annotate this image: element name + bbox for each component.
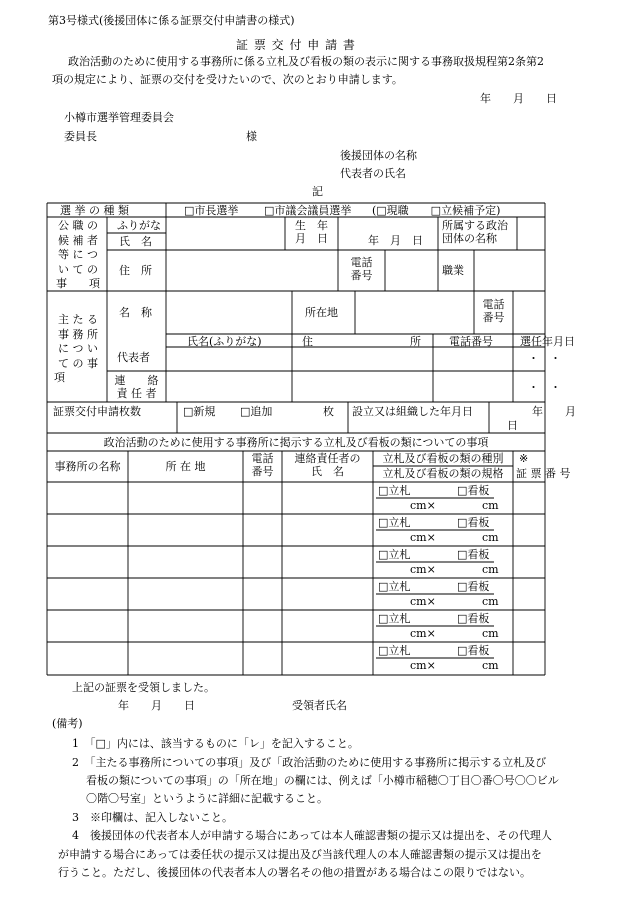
col-phone-number: 電話番号	[449, 335, 493, 348]
signs-section-title: 政治活動のために使用する事務所に掲示する立札及び看板の類についての事項	[103, 436, 489, 449]
size-width-unit: cm×	[410, 659, 436, 672]
intro-line-1: 政治活動のために使用する事務所に係る立札及び看板の類の表示に関する事務取扱規程第2条第2	[68, 55, 544, 68]
birth-label: 生 年 月 日	[295, 219, 328, 246]
board-checkbox[interactable]: □看板	[457, 644, 490, 657]
board-checkbox[interactable]: □看板	[457, 612, 490, 625]
election-type-label: 選 挙 の 種 類	[60, 204, 129, 217]
size-width-unit: cm×	[410, 627, 436, 640]
candidate-address-label: 住 所	[119, 264, 152, 277]
addressee-chair: 委員長	[64, 130, 97, 143]
note-4-line-1: 4 後援団体の代表者本人が申請する場合にあっては本人確認書類の提示又は提出を、その代理人	[72, 829, 552, 842]
note-2-line-3: 〇階〇号室」というように詳細に記載すること。	[86, 792, 328, 805]
note-2-line-2: 看板の類についての事項」の「所在地」の欄には、例えば「小樽市稲穂〇丁目〇番〇号〇〇ビル	[86, 774, 559, 787]
size-width-unit: cm×	[410, 531, 436, 544]
recipient-name-label: 受領者氏名	[292, 699, 347, 712]
col-phone: 電話 番号	[251, 452, 274, 479]
size-width-unit: cm×	[410, 595, 436, 608]
occupation-label: 職業	[442, 264, 464, 277]
cert-mark: ※	[519, 452, 529, 465]
stand-checkbox[interactable]: □立札	[378, 580, 411, 593]
mayor-election-checkbox[interactable]: □市長選挙	[184, 204, 239, 217]
note-4-line-3: 行うこと。ただし、後援団体の代表者本人の署名その他の措置がある場合はこの限りではない。	[58, 866, 531, 879]
council-election-checkbox[interactable]: □市議会議員選挙	[264, 204, 352, 217]
party-label: 所属する政治 団体の名称	[442, 219, 508, 246]
notes-title: (備考)	[52, 717, 83, 730]
received-date: 年 月 日	[118, 699, 195, 712]
count-unit: 枚	[323, 405, 334, 418]
col-address-a: 住	[302, 335, 313, 348]
furigana-label: ふりがな	[117, 219, 161, 232]
size-height-unit: cm	[482, 659, 499, 672]
col-contact-person: 連絡責任者の 氏 名	[294, 452, 361, 479]
board-checkbox[interactable]: □看板	[457, 484, 490, 497]
group-name-label: 後援団体の名称	[340, 149, 417, 162]
application-date: 年 月 日	[480, 92, 557, 105]
addressee-committee: 小樽市選挙管理委員会	[64, 111, 174, 124]
office-location-label: 所在地	[305, 306, 338, 319]
count-label: 証票交付申請枚数	[53, 405, 141, 418]
additional-checkbox[interactable]: □追加	[240, 405, 273, 418]
note-3: 3 ※印欄は、記入しないこと。	[72, 811, 233, 824]
size-width-unit: cm×	[410, 563, 436, 576]
size-height-unit: cm	[482, 595, 499, 608]
contact-person-label: 連 絡 責 任 者	[114, 374, 159, 401]
note-1: 1 「□」内には、該当するものに「レ」を記入すること。	[72, 737, 359, 750]
office-name-label: 名 称	[119, 306, 152, 319]
candidate-section-label: 公 職 の 候 補 者 等 に つ い て の 事 項	[56, 219, 100, 290]
size-height-unit: cm	[482, 531, 499, 544]
col-name-furigana: 氏名(ふりがな)	[187, 335, 262, 348]
birth-date-field[interactable]: 年 月 日	[368, 234, 423, 247]
established-day[interactable]: 日	[507, 419, 518, 432]
stand-checkbox[interactable]: □立札	[378, 516, 411, 529]
size-height-unit: cm	[482, 563, 499, 576]
note-2-line-1: 2 「主たる事務所についての事項」及び「政治活動のために使用する事務所に掲示する立札及び	[72, 756, 547, 769]
main-office-section-label: 主 た る 事 務 所 に つ い て の 事 項	[54, 313, 98, 384]
size-height-unit: cm	[482, 627, 499, 640]
candidate-phone-label: 電話 番号	[350, 256, 373, 283]
stand-checkbox[interactable]: □立札	[378, 548, 411, 561]
received-statement: 上記の証票を受領しました。	[72, 681, 215, 694]
col-office-name: 事務所の名称	[54, 460, 121, 473]
stand-checkbox[interactable]: □立札	[378, 644, 411, 657]
col-sign-type: 立札及び看板の類の種別	[382, 452, 504, 465]
col-certificate-number: 証 票 番 号	[516, 467, 571, 480]
stand-checkbox[interactable]: □立札	[378, 612, 411, 625]
board-checkbox[interactable]: □看板	[457, 516, 490, 529]
col-term-date: 選任年月日	[520, 335, 575, 348]
intro-line-2: 項の規定により、証票の交付を受けたいので、次のとおり申請します。	[52, 73, 403, 86]
established-year-month[interactable]: 年 月	[532, 405, 576, 418]
col-address-b: 所	[410, 335, 421, 348]
size-width-unit: cm×	[410, 499, 436, 512]
rep-term-date-field[interactable]: ・ ・	[528, 352, 561, 365]
board-checkbox[interactable]: □看板	[457, 548, 490, 561]
candidate-name-label: 氏 名	[119, 235, 152, 248]
established-date-label: 設立又は組織した年月日	[352, 405, 473, 418]
contact-term-date-field[interactable]: ・ ・	[528, 381, 561, 394]
representative-name-label: 代表者の氏名	[340, 167, 406, 180]
board-checkbox[interactable]: □看板	[457, 580, 490, 593]
representative-label: 代表者	[117, 351, 150, 364]
honorific-sama: 様	[246, 130, 257, 143]
ki-label: 記	[312, 185, 323, 198]
form-number: 第3号様式(後援団体に係る証票交付申請書の様式)	[48, 14, 295, 27]
col-sign-spec: 立札及び看板の類の規格	[382, 467, 504, 480]
col-office-location: 所 在 地	[165, 460, 206, 473]
office-phone-label: 電話 番号	[482, 298, 505, 325]
stand-checkbox[interactable]: □立札	[378, 484, 411, 497]
note-4-line-2: が申請する場合にあっては委任状の提示又は提出及び当該代理人の本人確認書類の提示又は提出を	[58, 848, 542, 861]
new-checkbox[interactable]: □新規	[183, 405, 216, 418]
document-title: 証 票 交 付 申 請 書	[236, 38, 356, 52]
size-height-unit: cm	[482, 499, 499, 512]
candidate-status-checkboxes[interactable]: (□現職 □立候補予定)	[372, 204, 501, 217]
